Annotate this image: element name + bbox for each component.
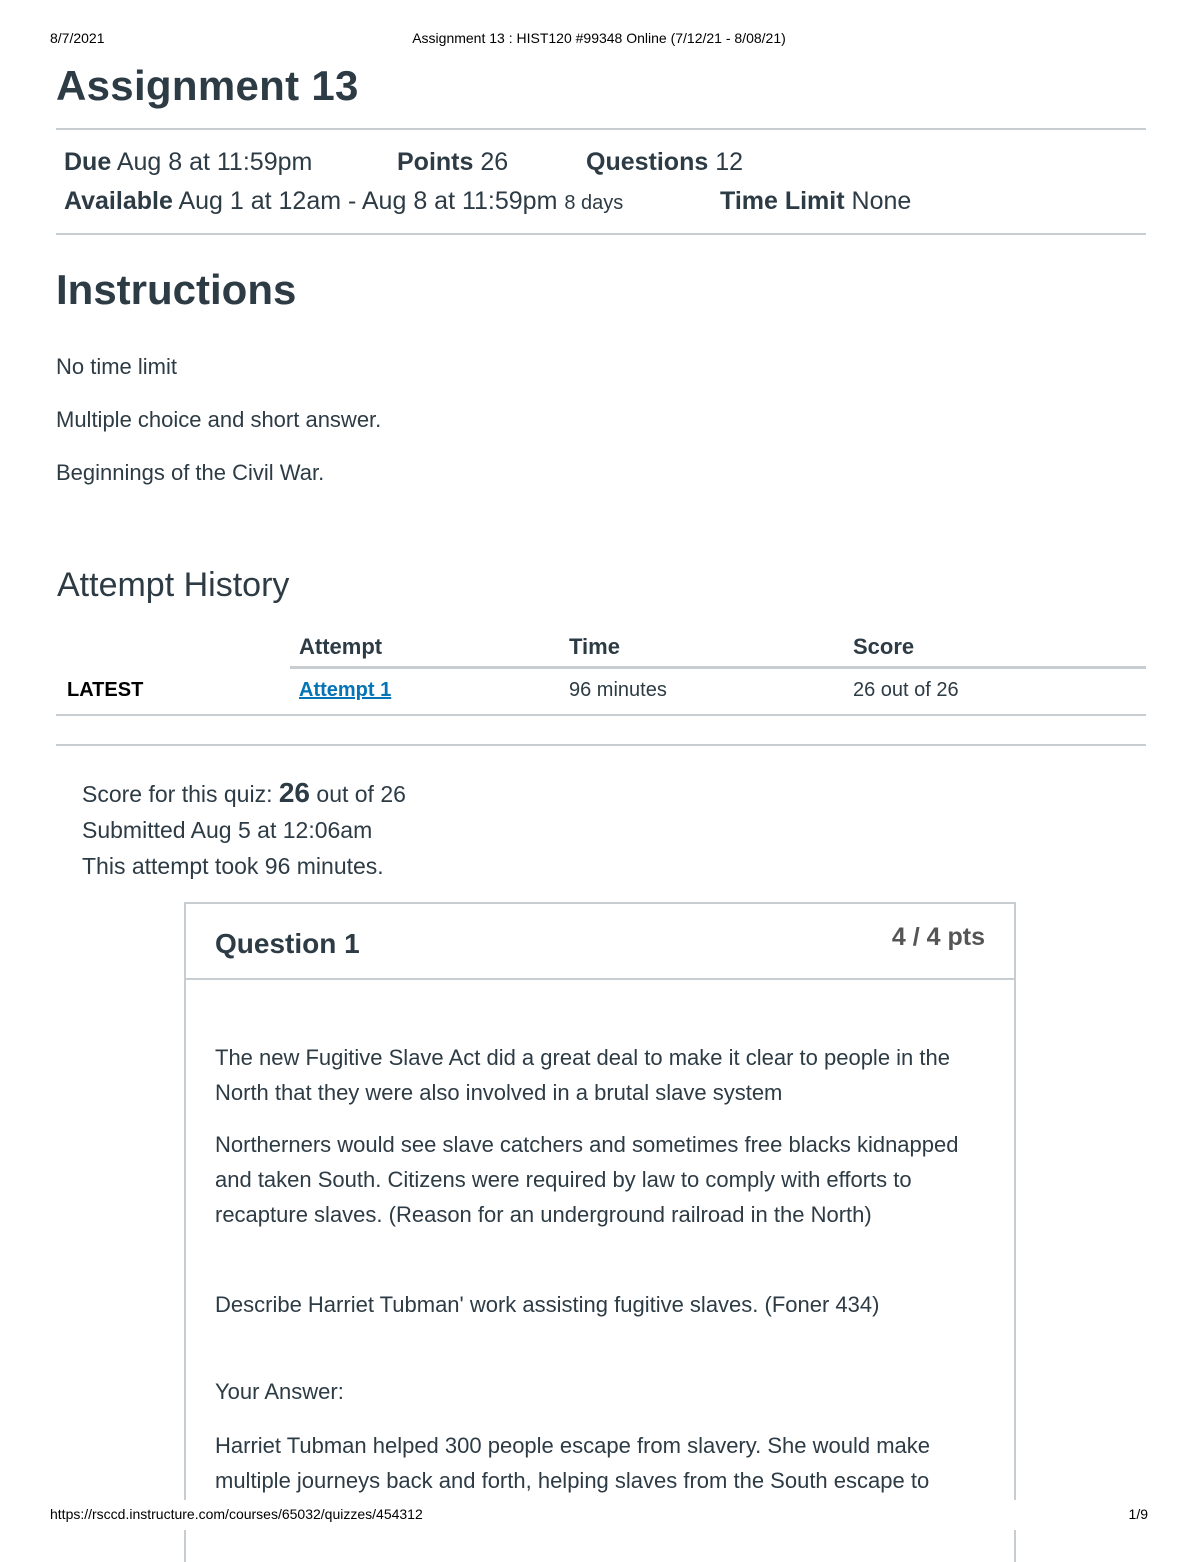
score-value: 26: [278, 777, 311, 808]
print-page-title: Assignment 13 : HIST120 #99348 Online (7/12/21 - 8/08/21): [412, 30, 786, 46]
question-card: [184, 902, 1016, 1562]
table-row-divider: [56, 714, 1146, 716]
questions-meta: [586, 148, 743, 177]
available-value: Aug 1 at 12am - Aug 8 at 11:59pm: [178, 187, 558, 215]
available-duration: 8 days: [564, 192, 624, 214]
score-suffix: out of 26: [316, 781, 406, 807]
divider: [56, 744, 1146, 746]
time-limit-meta: [720, 187, 911, 216]
instructions-line: Beginnings of the Civil War.: [56, 460, 325, 485]
question-prompt: Northerners would see slave catchers and sometimes free blacks kidnapped and taken South. Citizens were required by law to comply with efforts to recapture slaves. (Reason for an underground railroad in the North): [215, 1132, 959, 1227]
attempt-score: 26 out of 26: [853, 679, 959, 701]
quiz-score: [82, 777, 406, 809]
attempt-duration: This attempt took 96 minutes.: [82, 853, 384, 879]
print-header: [50, 30, 1148, 50]
questions-value: 12: [715, 148, 744, 176]
page-title: Assignment 13: [56, 62, 359, 109]
latest-label: LATEST: [67, 679, 144, 701]
column-header-attempt: Attempt: [299, 634, 383, 659]
score-prefix: Score for this quiz:: [82, 781, 273, 807]
submitted-time: Submitted Aug 5 at 12:06am: [82, 817, 373, 843]
points-meta: [397, 148, 508, 177]
answer-label: Your Answer:: [215, 1379, 344, 1404]
points-label: Points: [397, 148, 474, 176]
print-url: https://rsccd.instructure.com/courses/65032/quizzes/454312: [50, 1506, 423, 1522]
instructions-heading: Instructions: [56, 266, 297, 313]
answer-text: Harriet Tubman helped 300 people escape from slavery. She would make multiple journeys back and forth, helping slaves from the South escape to: [215, 1433, 930, 1493]
questions-label: Questions: [586, 148, 709, 176]
due-label: Due: [64, 148, 112, 176]
available-meta: [64, 187, 623, 216]
assignment-meta-row-1: [64, 148, 312, 177]
points-value: 26: [480, 148, 509, 176]
time-limit-label: Time Limit: [720, 187, 845, 215]
due-value: Aug 8 at 11:59pm: [116, 148, 313, 176]
column-header-time: Time: [569, 634, 620, 659]
instructions-line: No time limit: [56, 354, 178, 379]
page-number: 1/9: [1128, 1506, 1148, 1522]
attempt-1-link[interactable]: Attempt 1: [299, 679, 392, 701]
divider: [56, 128, 1146, 130]
attempt-time: 96 minutes: [569, 679, 667, 701]
question-points: 4 / 4 pts: [891, 923, 985, 951]
print-date: 8/7/2021: [50, 30, 105, 46]
question-header: [186, 904, 1014, 980]
divider: [56, 233, 1146, 235]
available-label: Available: [64, 187, 173, 215]
table-header-divider: [290, 666, 1146, 669]
print-footer: [0, 1500, 1200, 1530]
column-header-score: Score: [853, 634, 915, 659]
instructions-line: Multiple choice and short answer.: [56, 407, 382, 432]
question-prompt: The new Fugitive Slave Act did a great deal to make it clear to people in the North that they were also involved in a brutal slave system: [215, 1045, 950, 1105]
attempt-history-heading: Attempt History: [57, 566, 290, 604]
question-prompt: Describe Harriet Tubman' work assisting fugitive slaves. (Foner 434): [215, 1292, 880, 1317]
time-limit-value: None: [851, 187, 912, 215]
question-title: Question 1: [215, 928, 360, 959]
